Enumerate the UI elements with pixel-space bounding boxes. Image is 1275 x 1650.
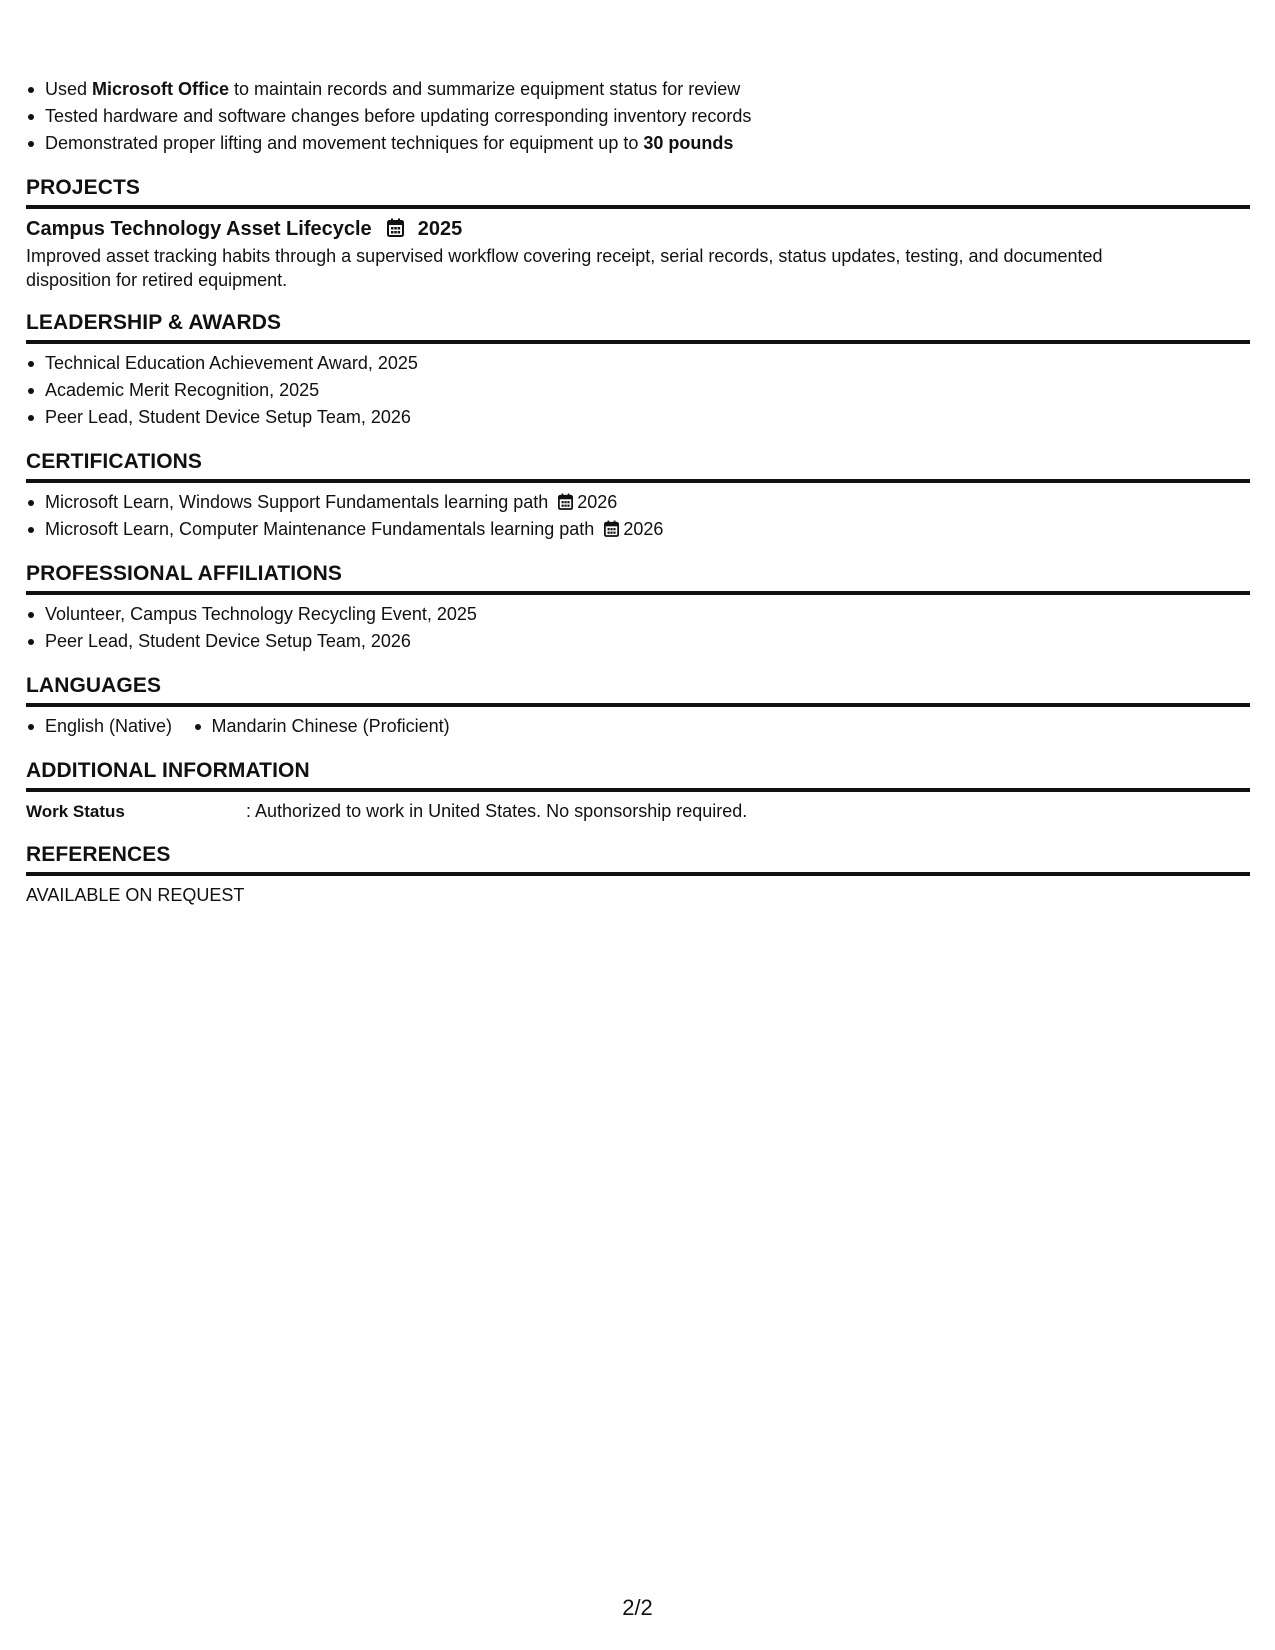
section-divider: [26, 340, 1250, 344]
section-divider: [26, 872, 1250, 876]
section-divider: [26, 479, 1250, 483]
section-divider: [26, 591, 1250, 595]
section-divider: [26, 205, 1250, 209]
list-item: [26, 516, 1250, 543]
project-heading: [26, 215, 1250, 244]
section-title-leadership: LEADERSHIP & AWARDS: [26, 311, 282, 334]
list-item: English (Native): [26, 713, 172, 740]
work-status-value: : Authorized to work in United States. No sponsorship required.: [246, 801, 748, 821]
experience-bullet: Used Microsoft Office to maintain records and summarize equipment status for review: [26, 76, 1250, 103]
leadership-list: [26, 350, 1250, 431]
additional-info-section: [26, 757, 1250, 824]
calendar-icon: [558, 491, 573, 518]
list-item: Academic Merit Recognition, 2025: [26, 377, 1250, 404]
certification-name: Microsoft Learn, Computer Maintenance Fundamentals learning path: [45, 519, 595, 539]
certification-name: Microsoft Learn, Windows Support Fundamentals learning path: [45, 492, 549, 512]
calendar-icon: [604, 518, 619, 545]
list-item: [26, 489, 1250, 516]
affiliations-section: [26, 560, 1250, 655]
references-section: [26, 841, 1250, 908]
section-title-languages: LANGUAGES: [26, 674, 162, 697]
languages-section: [26, 672, 1250, 740]
section-title-affiliations: PROFESSIONAL AFFILIATIONS: [26, 562, 342, 585]
resume-content: [26, 76, 1250, 908]
projects-section: [26, 174, 1250, 292]
section-title-references: REFERENCES: [26, 843, 171, 866]
project-description: Improved asset tracking habits through a supervised workflow covering receipt, serial records, status updates, testing, and documented disposition for retired equipment.: [26, 246, 1103, 290]
certification-year: 2026: [623, 519, 664, 539]
certification-year: 2026: [577, 492, 618, 512]
section-divider: [26, 788, 1250, 792]
experience-bullet: Demonstrated proper lifting and movement techniques for equipment up to 30 pounds: [26, 130, 1250, 157]
work-status-row: [26, 798, 1250, 824]
section-divider: [26, 703, 1250, 707]
certifications-section: [26, 448, 1250, 543]
references-text: AVAILABLE ON REQUEST: [26, 885, 245, 905]
affiliations-list: [26, 601, 1250, 655]
list-item: Peer Lead, Student Device Setup Team, 2026: [26, 628, 1250, 655]
certifications-list: [26, 489, 1250, 543]
experience-bullet: Tested hardware and software changes before updating corresponding inventory records: [26, 103, 1250, 130]
languages-list: [26, 713, 1250, 740]
list-item: Volunteer, Campus Technology Recycling Event, 2025: [26, 601, 1250, 628]
section-title-projects: PROJECTS: [26, 176, 140, 199]
calendar-icon: [387, 217, 404, 246]
work-status-label: Work Status: [26, 802, 125, 821]
list-item: Peer Lead, Student Device Setup Team, 2026: [26, 404, 1250, 431]
list-item: Technical Education Achievement Award, 2025: [26, 350, 1250, 377]
page-number: 2/2: [622, 1595, 653, 1620]
leadership-section: [26, 309, 1250, 431]
section-title-additional: ADDITIONAL INFORMATION: [26, 759, 310, 782]
project-name: Campus Technology Asset Lifecycle: [26, 218, 372, 240]
experience-bullets: [26, 76, 1250, 157]
list-item: Mandarin Chinese (Proficient): [193, 713, 450, 740]
section-title-certifications: CERTIFICATIONS: [26, 450, 203, 473]
project-year: 2025: [417, 218, 463, 240]
